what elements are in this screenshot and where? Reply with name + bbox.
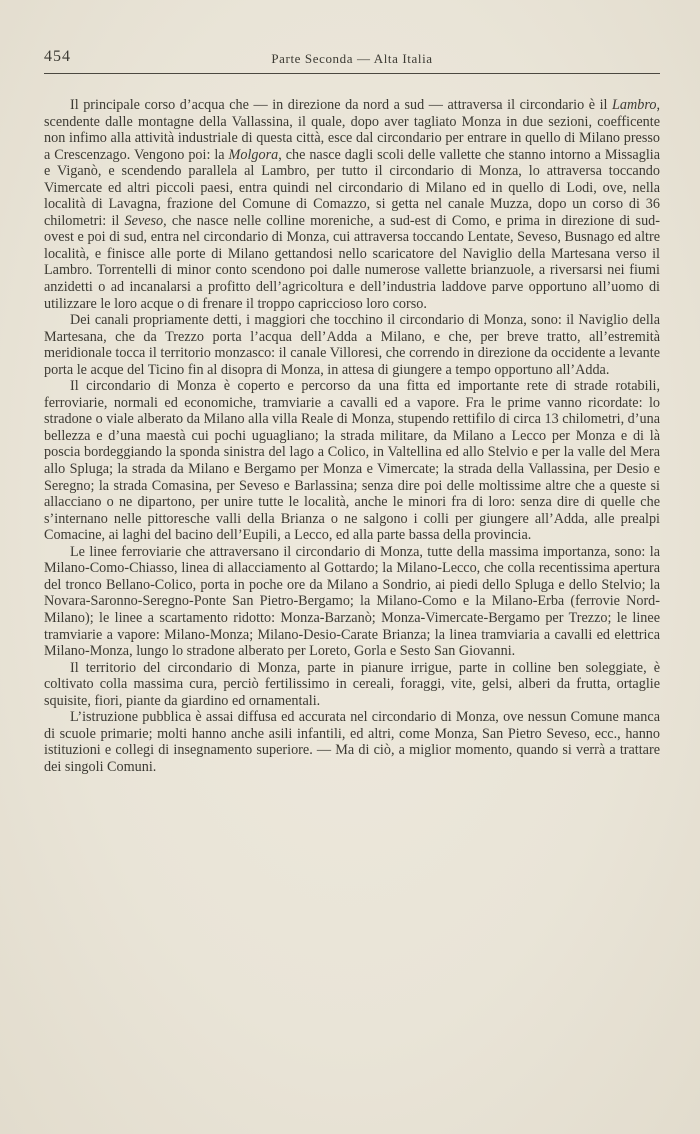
paragraph <box>44 660 660 710</box>
text: , che nasce nelle colline moreniche, a sud-est di Como, e prima in direzione di sud-ovest e poi di sud, entra nel circondario di Monza, cui attraversa toccando Lentate, Seveso, Busnago ed altre località, e finisce alle porte di Milano gettandosi nello scaricatore del Naviglio della Martesana verso il Lambro. Torrentelli di minor conto scendono poi dalle numerose vallette brianzuole, a riversarsi nei fiumi anzidetti o ad incanalarsi a profitto dell’agricoltura e dell’industria laddove parve opportuno all’uomo di utilizzare le loro acque o di frenare il troppo capriccioso loro corso. <box>44 212 660 312</box>
text: Le linee ferroviarie che attraversano il circondario di Monza, tutte della massima importanza, sono: la Milano-Como-Chiasso, linea di allacciamento al Gottardo; la Milano-Lecco, che colla recentissima apertura del tronco Bellano-Colico, porta in poche ore da Milano a Sondrio, ai piedi dello Spluga e dello Stelvio; la Novara-Saronno-Seregno-Ponte San Pietro-Bergamo; la Milano-Como e la Milano-Erba (ferrovie Nord-Milano); le linee a scartamento ridotto: Monza-Barzanò; Monza-Vimercate-Bergamo per Trezzo; le linee tramviarie a vapore: Milano-Monza; Milano-Desio-Carate Brianza; la linea tramviaria a cavalli ed elettrica Milano-Monza, lungo lo stradone alberato per Loreto, Gorla e Sesto San Giovanni. <box>44 543 660 660</box>
italic-text: Seveso <box>124 212 164 229</box>
header-rule <box>44 73 660 74</box>
paragraph <box>44 544 660 660</box>
text: Dei canali propriamente detti, i maggiori che tocchino il circondario di Monza, sono: il Naviglio della Martesana, che da Trezzo porta l’acqua dell’Adda a Milano, e che, per breve tratto, all’estremità meridionale tocca il territorio monzasco: il canale Villoresi, che correndo in direzione da occidente a levante porta le acque del Ticino fin al disopra di Monza, in attesa di giungere a tempo opportuno all’Adda. <box>44 312 660 378</box>
text: L’istruzione pubblica è assai diffusa ed accurata nel circondario di Monza, ove nessun Comune manca di scuole primarie; molti hanno anche asili infantili, ed altri, come Monza, San Pietro Seveso, ecc., hanno istituzioni e collegi di insegnamento superiore. — Ma di ciò, a miglior momento, quando si verrà a trattare dei singoli Comuni. <box>44 709 660 775</box>
page-body <box>44 97 660 775</box>
paragraph <box>44 378 660 543</box>
text: Il circondario di Monza è coperto e percorso da una fitta ed importante rete di strade rotabili, ferroviarie, normali ed economiche, tramviarie a cavalli ed a vapore. Fra le prime vanno ricordate: lo stradone o viale alberato da Milano alla villa Reale di Monza, stupendo rettifilo di circa 13 chilometri, d’una bellezza e d’una maestà cui pochi uguagliano; la strada militare, da Milano a Lecco per Monza e di là poscia bordeggiando la sponda sinistra del lago a Colico, in Valtellina ed allo Stelvio e per la valle del Mera allo Spluga; la strada da Milano e Bergamo per Monza e Vimercate; la strada della Vallassina, per Desio e Seregno; la strada Comasina, per Seveso e Barlassina; senza dire poi delle moltissime altre che a queste si allacciano o ne dipartono, per unire tutte le località, anche le minori fra di loro: senza dire di quelle che s’internano nelle pittoresche valli della Brianza o ne salgono i colli per giungere all’Adda, alle prealpi Comacine, ai laghi del bacino dell’Eupili, a Lecco, ed alla parte bassa della provincia. <box>44 378 660 544</box>
text: Il principale corso d’acqua che — in direzione da nord a sud — attraversa il circondario è il <box>70 97 613 113</box>
page-header <box>44 48 660 70</box>
paragraph <box>44 97 660 312</box>
paragraph <box>44 312 660 378</box>
page-number: 454 <box>44 48 71 65</box>
text: , scendente dalle montagne della Vallassina, il quale, dopo aver tagliato Monza in due sezioni, coefficente non infimo alla attività industriale di questa città, esce dal circondario per entrare in quello di Milano presso a Crescenzago. Vengono poi: la <box>44 97 660 163</box>
paragraph <box>44 709 660 775</box>
text: , che nasce dagli scoli delle vallette che stanno intorno a Missaglia e Viganò, e scendendo parallela al Lambro, per tutto il circondario di Monza, lo attraversa toccando Vimercate ed altri piccoli paesi, entra quindi nel circondario di Milano ed in quello di Lodi, ove, nella località di Lavagna, frazione del Comune di Comazzo, si getta nel canale Muzza, dopo un corso di 36 chilometri: il <box>44 146 660 229</box>
italic-text: Lambro <box>612 97 657 113</box>
italic-text: Molgora <box>228 146 279 163</box>
text: Il territorio del circondario di Monza, parte in pianure irrigue, parte in colline ben soleggiate, è coltivato colla massima cura, perciò fertilissimo in cereali, foraggi, vite, gelsi, alberi da frutta, ortaglie squisite, fiori, piante da giardino ed ornamentali. <box>44 659 660 709</box>
running-title: Parte Seconda — Alta Italia <box>271 51 433 66</box>
